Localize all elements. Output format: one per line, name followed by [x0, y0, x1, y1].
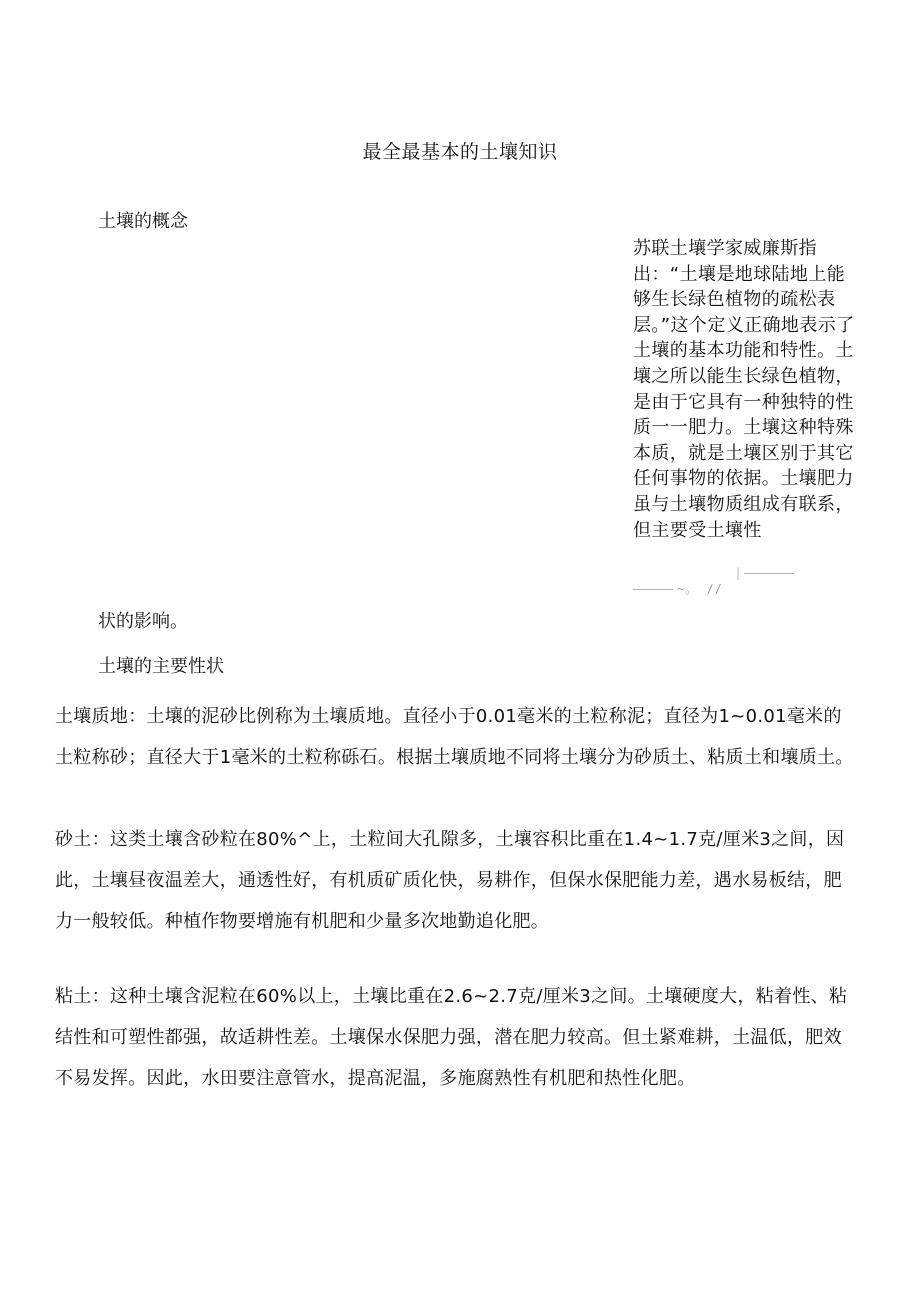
paragraph-sandy-soil: 砂土：这类土壤含砂粒在80%^上，土粒间大孔隙多，土壤容积比重在1.4~1.7克/厘米3之间，因此，土壤昼夜温差大，通透性好，有机质矿质化快，易耕作，但保水保肥能力差，遇水易板结，肥力一般较低。种植作物要增施有机肥和少量多次地勤追化肥。 — [55, 829, 845, 932]
side-text-column — [633, 236, 861, 543]
section-heading-main-properties: 土壤的主要性状 — [98, 656, 224, 677]
scan-tail-artifact — [633, 580, 723, 597]
scan-mark — [736, 566, 794, 580]
paragraph-clay-soil: 粘土：这种土壤含泥粒在60%以上，土壤比重在2.6~2.7克/厘米3之间。土壤硬度大，粘着性、粘结性和可塑性都强，故适耕性差。土壤保水保肥力强，潜在肥力较高。但土紧难耕，土温低，肥效不易发挥。因此，水田要注意管水，提高泥温，多施腐熟性有机肥和热性化肥。 — [55, 986, 848, 1089]
continuation-text: 状的影响。 — [98, 611, 188, 632]
scan-mark-line — [744, 573, 794, 574]
side-text-paragraph: 苏联土壤学家威廉斯指出：“土壤是地球陆地上能够生长绿色植物的疏松表层。”这个定义正确地表示了土壤的基本功能和特性。土壤之所以能生长绿色植物，是由于它具有一种独特的性质一一肥力。土壤这种特殊本质，就是土壤区别于其它任何事物的依据。土壤肥力虽与土壤物质组成有联系，但主要受土壤性 — [633, 238, 855, 541]
scan-tail-text: ~。 // — [677, 582, 723, 596]
document-title: 最全最基本的土壤知识 — [362, 141, 558, 163]
paragraph-soil-texture: 土壤质地：土壤的泥砂比例称为土壤质地。直径小于0.01毫米的土粒称泥；直径为1~0.01毫米的土粒称砂；直径大于1毫米的土粒称砾石。根据土壤质地不同将土壤分为砂质土、粘质土和壤质土。 — [55, 706, 854, 768]
section-heading-concept: 土壤的概念 — [98, 211, 188, 232]
scan-tail-line — [633, 589, 673, 590]
scan-mark-glyph: | — [736, 566, 741, 580]
